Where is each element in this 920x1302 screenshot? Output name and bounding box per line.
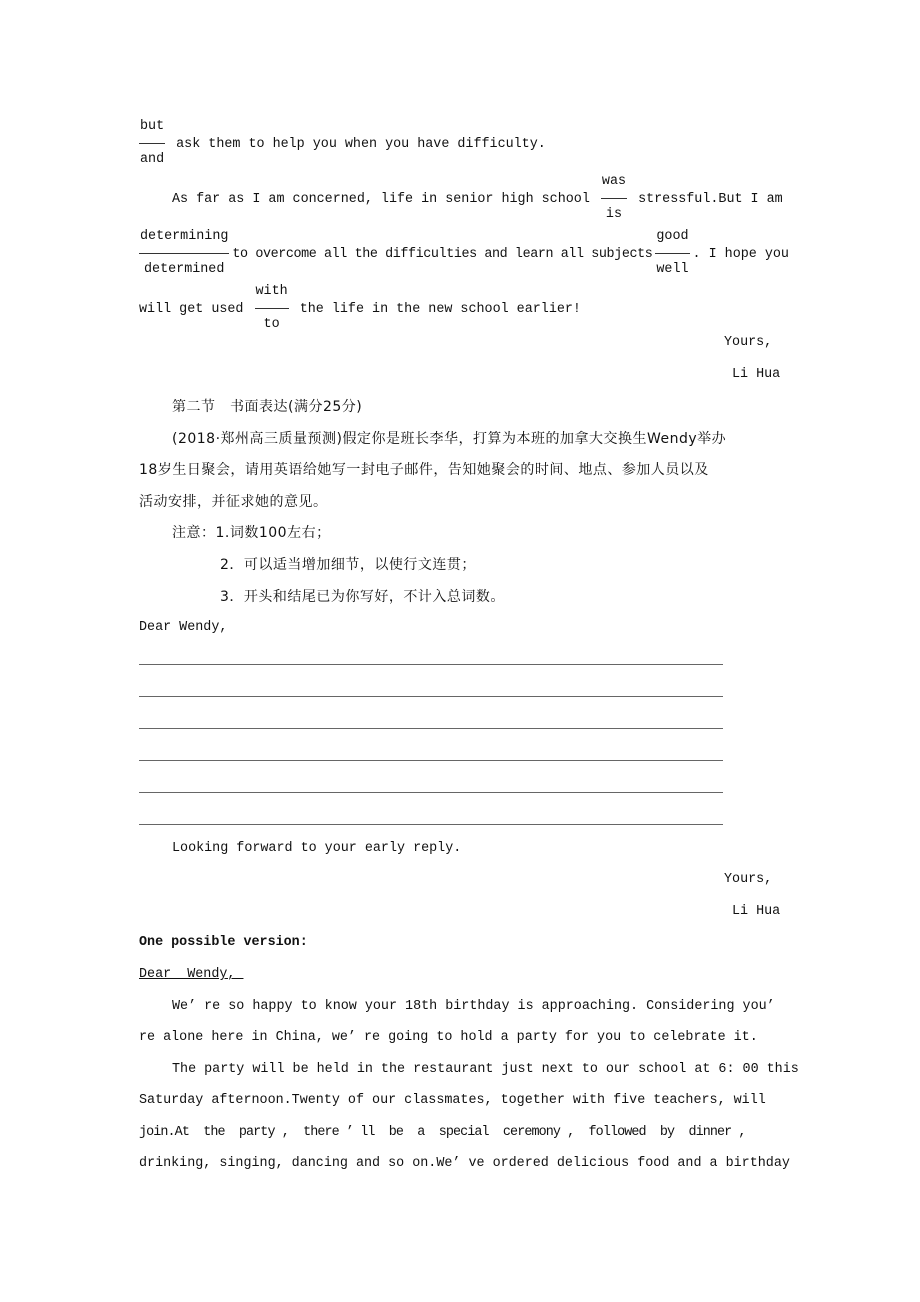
letter-ending: Looking forward to your early reply. (172, 841, 462, 856)
correct-word: is (605, 207, 622, 222)
correction (601, 174, 627, 223)
corrected-line-3 (139, 229, 789, 278)
answer-line: We’ re so happy to know your 18th birthday is approaching. Considering you’ (172, 999, 775, 1014)
text: the life in the new school earlier! (299, 302, 581, 318)
note-item: 3．开头和结尾已为你写好，不计入总词数。 (220, 589, 505, 605)
text: will get used (139, 302, 244, 318)
writing-line[interactable] (139, 696, 723, 697)
signature-name: Li Hua (732, 367, 781, 382)
prompt-text: 活动安排，并征求她的意见。 (139, 494, 328, 510)
signature-name: Li Hua (732, 904, 781, 919)
letter-greeting: Dear Wendy, (139, 620, 228, 635)
writing-line[interactable] (139, 728, 723, 729)
correction (139, 119, 165, 168)
correct-word: well (656, 262, 689, 277)
correct-word: determined (144, 262, 225, 277)
text: to overcome all the difficulties and learn all subjects (232, 247, 653, 263)
correct-word: and (140, 152, 165, 167)
writing-line[interactable] (139, 824, 723, 825)
closing: Yours, (724, 335, 773, 350)
correction (655, 229, 689, 278)
answer-title: One possible version: (139, 935, 308, 950)
correction (139, 229, 229, 278)
corrected-line-2 (172, 174, 783, 223)
answer-line: re alone here in China, we’ re going to hold a party for you to celebrate it. (139, 1030, 758, 1045)
wrong-word: was (601, 174, 627, 199)
prompt-text: (2018·郑州高三质量预测)假定你是班长李华，打算为本班的加拿大交换生Wendy举办 (172, 431, 727, 447)
text: . I hope you (692, 247, 789, 263)
answer-line: drinking, singing, dancing and so on.We’ ve ordered delicious food and a birthday (139, 1156, 790, 1171)
section-heading: 第二节 书面表达(满分25分) (172, 399, 363, 415)
writing-line[interactable] (139, 760, 723, 761)
corrected-line-1 (139, 119, 546, 168)
correction (255, 284, 289, 333)
text: As far as I am concerned, life in senior high school (172, 192, 590, 208)
note-item: 注意：1.词数100左右； (172, 525, 331, 541)
text: stressful.But I am (638, 192, 783, 208)
corrected-line-4 (139, 284, 581, 333)
answer-greeting: Dear Wendy, (139, 967, 244, 982)
wrong-word: but (139, 119, 165, 144)
writing-line[interactable] (139, 664, 723, 665)
prompt-text: 18岁生日聚会，请用英语给她写一封电子邮件，告知她聚会的时间、地点、参加人员以及 (139, 462, 709, 478)
wrong-word: determining (139, 229, 229, 254)
answer-line: join.At the party , there ’ ll be a special ceremony , followed by dinner , (139, 1125, 746, 1140)
correct-word: to (263, 317, 280, 332)
answer-line: Saturday afternoon.Twenty of our classmates, together with five teachers, will (139, 1093, 766, 1108)
closing: Yours, (724, 872, 773, 887)
note-item: 2．可以适当增加细节，以使行文连贯； (220, 557, 476, 573)
answer-line: The party will be held in the restaurant just next to our school at 6: 00 this (172, 1062, 799, 1077)
text: ask them to help you when you have difficulty. (168, 137, 546, 153)
writing-line[interactable] (139, 792, 723, 793)
wrong-word: good (655, 229, 689, 254)
wrong-word: with (255, 284, 289, 309)
